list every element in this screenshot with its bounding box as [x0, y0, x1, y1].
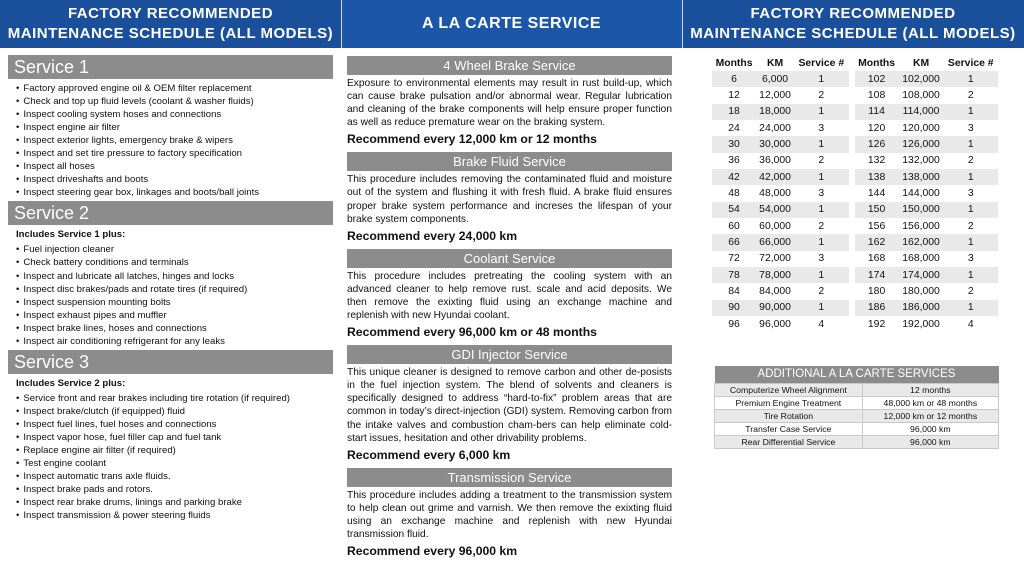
schedule-cell: 108,000	[902, 90, 940, 102]
schedule-cell: 1	[943, 267, 998, 283]
service-item: • Check and top up fluid levels (coolant & washer fluids)	[16, 95, 333, 108]
schedule-cell: 102,000	[899, 71, 944, 87]
schedule-cell: 18	[712, 104, 756, 120]
a-la-carte-title: Brake Fluid Service	[347, 152, 672, 171]
schedule-cell: 132	[867, 155, 886, 167]
service-item: • Inspect exhaust pipes and muffler	[16, 309, 333, 322]
service-item: • Inspect transmission & power steering fluids	[16, 509, 333, 522]
schedule-cell: 102	[855, 71, 899, 87]
service-item: • Factory approved engine oil & OEM filter replacement	[16, 82, 333, 95]
schedule-cell: 174	[855, 267, 899, 283]
schedule-cell: 42,000	[756, 169, 794, 185]
schedule-cell: 78	[712, 267, 756, 283]
schedule-cell: 30,000	[756, 136, 794, 152]
schedule-cell: 120,000	[902, 122, 940, 134]
schedule-row	[712, 153, 998, 169]
schedule-cell: 2	[967, 155, 974, 167]
schedule-cell: 3	[818, 253, 825, 265]
schedule-cell: 6	[712, 71, 756, 87]
schedule-cell: 1	[794, 136, 849, 152]
schedule-row	[712, 202, 998, 218]
service-intro: Includes Service 2 plus:	[16, 377, 126, 389]
service-item: • Inspect vapor hose, fuel filler cap and fuel tank	[16, 431, 333, 444]
schedule-cell: 48	[728, 188, 740, 200]
schedule-cell: 1	[943, 136, 998, 152]
schedule-cell: 156	[867, 220, 886, 232]
schedule-cell: 2	[818, 90, 825, 102]
schedule-cell: 162	[855, 234, 899, 250]
service-item: • Inspect cooling system hoses and connections	[16, 108, 333, 121]
a-la-carte-recommendation: Recommend every 96,000 km or 48 months	[347, 325, 597, 340]
schedule-cell: 2	[818, 286, 825, 298]
schedule-cell: 12	[728, 90, 740, 102]
schedule-cell: 126,000	[899, 136, 944, 152]
schedule-cell: 30	[712, 136, 756, 152]
service-item: • Inspect and lubricate all latches, hinges and locks	[16, 270, 333, 283]
schedule-cell: 96,000	[759, 318, 791, 330]
column-header: Months	[858, 58, 896, 69]
additional-service-interval: 96,000 km	[862, 422, 998, 435]
column-header: Service #	[947, 58, 994, 69]
service-item: • Inspect fuel lines, fuel hoses and connections	[16, 418, 333, 431]
schedule-cell: 186	[855, 300, 899, 316]
additional-service-row	[715, 396, 999, 409]
schedule-cell: 4	[818, 318, 825, 330]
schedule-cell: 138,000	[899, 169, 944, 185]
header-middle-title: A LA CARTE SERVICE	[421, 15, 602, 32]
a-la-carte-recommendation: Recommend every 6,000 km	[347, 447, 511, 462]
schedule-cell: 1	[943, 202, 998, 218]
a-la-carte-title: 4 Wheel Brake Service	[347, 56, 672, 75]
schedule-cell: 54,000	[756, 202, 794, 218]
header-divider	[341, 0, 342, 48]
a-la-carte-title: GDI Injector Service	[347, 345, 672, 364]
schedule-cell: 150,000	[899, 202, 944, 218]
schedule-row	[712, 169, 998, 185]
schedule-cell: 90	[712, 300, 756, 316]
schedule-row	[712, 136, 998, 152]
additional-service-interval: 12 months	[862, 383, 998, 396]
schedule-cell: 3	[818, 188, 825, 200]
schedule-cell: 96	[728, 318, 740, 330]
schedule-cell: 36,000	[759, 155, 791, 167]
column-header: KM	[766, 58, 784, 69]
schedule-cell: 150	[855, 202, 899, 218]
schedule-row	[712, 87, 998, 103]
schedule-cell: 1	[943, 104, 998, 120]
schedule-cell: 2	[967, 220, 974, 232]
schedule-row	[712, 120, 998, 136]
schedule-cell: 66	[712, 234, 756, 250]
schedule-row	[712, 283, 998, 299]
schedule-cell: 2	[967, 90, 974, 102]
service-item: • Inspect air conditioning refrigerant for any leaks	[16, 335, 333, 348]
schedule-cell: 114	[855, 104, 899, 120]
service-item: • Check battery conditions and terminals	[16, 256, 333, 269]
column-header: Service #	[798, 58, 845, 69]
schedule-cell: 1	[943, 234, 998, 250]
schedule-cell: 24,000	[759, 122, 791, 134]
a-la-carte-recommendation: Recommend every 12,000 km or 12 months	[347, 132, 597, 147]
service-intro: Includes Service 1 plus:	[16, 229, 126, 241]
schedule-cell: 108	[867, 90, 886, 102]
service-item: • Inspect automatic trans axle fluids.	[16, 470, 333, 483]
schedule-cell: 84,000	[759, 286, 791, 298]
additional-service-name: Tire Rotation	[715, 409, 863, 422]
additional-service-interval: 96,000 km	[862, 435, 998, 448]
additional-services-title: ADDITIONAL A LA CARTE SERVICES	[715, 366, 999, 383]
schedule-cell: 1	[794, 300, 849, 316]
schedule-cell: 132,000	[902, 155, 940, 167]
schedule-row	[712, 316, 998, 332]
a-la-carte-column	[347, 56, 672, 564]
schedule-cell: 1	[794, 202, 849, 218]
service-item: • Inspect exterior lights, emergency brake & wipers	[16, 134, 333, 147]
service-item: • Fuel injection cleaner	[16, 243, 333, 256]
service-item: • Inspect suspension mounting bolts	[16, 296, 333, 309]
schedule-cell: 6,000	[756, 71, 794, 87]
schedule-cell: 78,000	[756, 267, 794, 283]
service-item: • Replace engine air filter (if required)	[16, 444, 333, 457]
a-la-carte-recommendation: Recommend every 96,000 km	[347, 544, 518, 559]
additional-service-row	[715, 435, 999, 448]
service-title: Service 1	[8, 55, 333, 79]
service-item: • Inspect rear brake drums, linings and parking brake	[16, 496, 333, 509]
schedule-cell: 72,000	[759, 253, 791, 265]
header-right-line1: FACTORY RECOMMENDED	[750, 5, 956, 22]
a-la-carte-title: Transmission Service	[347, 468, 672, 487]
service-items	[8, 82, 333, 199]
schedule-cell: 180,000	[902, 286, 940, 298]
schedule-row	[712, 218, 998, 234]
schedule-cell: 174,000	[899, 267, 944, 283]
schedule-row	[712, 251, 998, 267]
header-middle	[341, 0, 682, 48]
a-la-carte-description: Exposure to environmental elements may result in rust build-up, which can cause brake pulsation and/or abnormal wear. Regular lubrication and cleaning of the brake components will help ensure proper function as well as reduce premature wear on the braking system.	[347, 78, 672, 129]
additional-service-row	[715, 422, 999, 435]
additional-service-name: Computerize Wheel Alignment	[715, 383, 863, 396]
schedule-cell: 2	[818, 220, 825, 232]
schedule-cell: 1	[943, 71, 998, 87]
schedule-cell: 2	[967, 286, 974, 298]
schedule-cell: 1	[794, 267, 849, 283]
schedule-cell: 138	[855, 169, 899, 185]
schedule-cell: 1	[943, 300, 998, 316]
schedule-cell: 90,000	[756, 300, 794, 316]
schedule-row	[712, 104, 998, 120]
additional-service-name: Transfer Case Service	[715, 422, 863, 435]
schedule-row	[712, 234, 998, 250]
additional-services-table	[714, 366, 999, 449]
service-item: • Inspect brake lines, hoses and connections	[16, 322, 333, 335]
schedule-cell: 18,000	[756, 104, 794, 120]
service-title: Service 2	[8, 201, 333, 225]
schedule-cell: 186,000	[899, 300, 944, 316]
schedule-cell: 84	[728, 286, 740, 298]
column-header: Months	[715, 58, 753, 69]
a-la-carte-description: This procedure includes removing the contaminated fluid and moisture out of the system and flushing it with fresh fluid. A brake fluid ensures proper brake system performance and increses the lifespan of your brake system components.	[347, 174, 672, 225]
schedule-cell: 180	[867, 286, 886, 298]
service-item: • Inspect brake/clutch (if equipped) fluid	[16, 405, 333, 418]
schedule-cell: 3	[967, 253, 974, 265]
service-title: Service 3	[8, 350, 333, 374]
additional-service-name: Rear Differential Service	[715, 435, 863, 448]
schedule-header-row	[712, 56, 998, 71]
service-item: • Inspect brake pads and rotors.	[16, 483, 333, 496]
service-item: • Inspect engine air filter	[16, 121, 333, 134]
a-la-carte-description: This procedure includes adding a treatment to the transmission system to help clean out grime and varnish. We then remove the exixting fluid using an exchange machine and replenish with new Hyundai transmission fluid.	[347, 489, 672, 540]
schedule-cell: 1	[794, 104, 849, 120]
schedule-cell: 144	[867, 188, 886, 200]
column-header: KM	[912, 58, 930, 69]
schedule-cell: 1	[794, 169, 849, 185]
schedule-cell: 162,000	[899, 234, 944, 250]
schedule-cell: 4	[967, 318, 974, 330]
schedule-cell: 72	[728, 253, 740, 265]
header-left	[0, 0, 341, 48]
schedule-cell: 24	[728, 122, 740, 134]
service-item: • Inspect and set tire pressure to factory specification	[16, 147, 333, 160]
maintenance-schedule-table	[712, 56, 998, 333]
service-list-column	[8, 55, 333, 524]
a-la-carte-title: Coolant Service	[347, 249, 672, 268]
schedule-cell: 60	[728, 220, 740, 232]
schedule-cell: 54	[712, 202, 756, 218]
schedule-cell: 168	[867, 253, 886, 265]
a-la-carte-description: This unique cleaner is designed to remove carbon and other de-posists in the fuel injection system. The blend of solvents and cleaners is specifically designed to address “hard-to-fix” problem areas that are common in today’s direct-injection (GDI) system. Removing carbon from the intake valves and combustion cham-bers can help eliminate cold-start issues, hesitation and other drivability problems.	[347, 367, 672, 444]
schedule-row	[712, 267, 998, 283]
schedule-cell: 48,000	[759, 188, 791, 200]
schedule-cell: 1	[794, 234, 849, 250]
additional-service-name: Premium Engine Treatment	[715, 396, 863, 409]
service-items	[8, 243, 333, 347]
header-left-line2: MAINTENANCE SCHEDULE (ALL MODELS)	[7, 25, 334, 42]
service-item: • Inspect all hoses	[16, 160, 333, 173]
schedule-row	[712, 300, 998, 316]
schedule-cell: 144,000	[902, 188, 940, 200]
schedule-cell: 3	[967, 122, 974, 134]
schedule-row	[712, 71, 998, 87]
schedule-cell: 156,000	[902, 220, 940, 232]
schedule-cell: 114,000	[899, 104, 944, 120]
schedule-cell: 126	[855, 136, 899, 152]
schedule-cell: 3	[818, 122, 825, 134]
schedule-cell: 120	[867, 122, 886, 134]
schedule-cell: 2	[818, 155, 825, 167]
service-item: • Inspect disc brakes/pads and rotate tires (if required)	[16, 283, 333, 296]
additional-service-interval: 48,000 km or 48 months	[862, 396, 998, 409]
schedule-cell: 60,000	[759, 220, 791, 232]
header-right	[682, 0, 1024, 48]
a-la-carte-recommendation: Recommend every 24,000 km	[347, 228, 518, 243]
schedule-cell: 1	[943, 169, 998, 185]
schedule-row	[712, 185, 998, 201]
schedule-cell: 42	[712, 169, 756, 185]
schedule-cell: 192	[867, 318, 886, 330]
schedule-cell: 168,000	[902, 253, 940, 265]
header-right-line2: MAINTENANCE SCHEDULE (ALL MODELS)	[690, 25, 1016, 42]
schedule-cell: 36	[728, 155, 740, 167]
header-left-line1: FACTORY RECOMMENDED	[67, 5, 274, 22]
schedule-cell: 12,000	[759, 90, 791, 102]
schedule-cell: 192,000	[902, 318, 940, 330]
schedule-cell: 66,000	[756, 234, 794, 250]
a-la-carte-description: This procedure includes pretreating the cooling system with an advanced cleaner to help remove rust. scale and acid deposits. We then remove the exixting fluid using an exchange machine and replenish with new Hyundai coolant.	[347, 270, 672, 322]
service-items	[8, 392, 333, 522]
additional-service-interval: 12,000 km or 12 months	[862, 409, 998, 422]
service-item: • Inspect steering gear box, linkages and boots/ball joints	[16, 186, 333, 199]
service-item: • Inspect driveshafts and boots	[16, 173, 333, 186]
service-item: • Service front and rear brakes including tire rotation (if required)	[16, 392, 333, 405]
header-divider	[682, 0, 683, 48]
additional-service-row	[715, 383, 999, 396]
additional-service-row	[715, 409, 999, 422]
service-item: • Test engine coolant	[16, 457, 333, 470]
schedule-cell: 3	[967, 188, 974, 200]
schedule-cell: 1	[794, 71, 849, 87]
